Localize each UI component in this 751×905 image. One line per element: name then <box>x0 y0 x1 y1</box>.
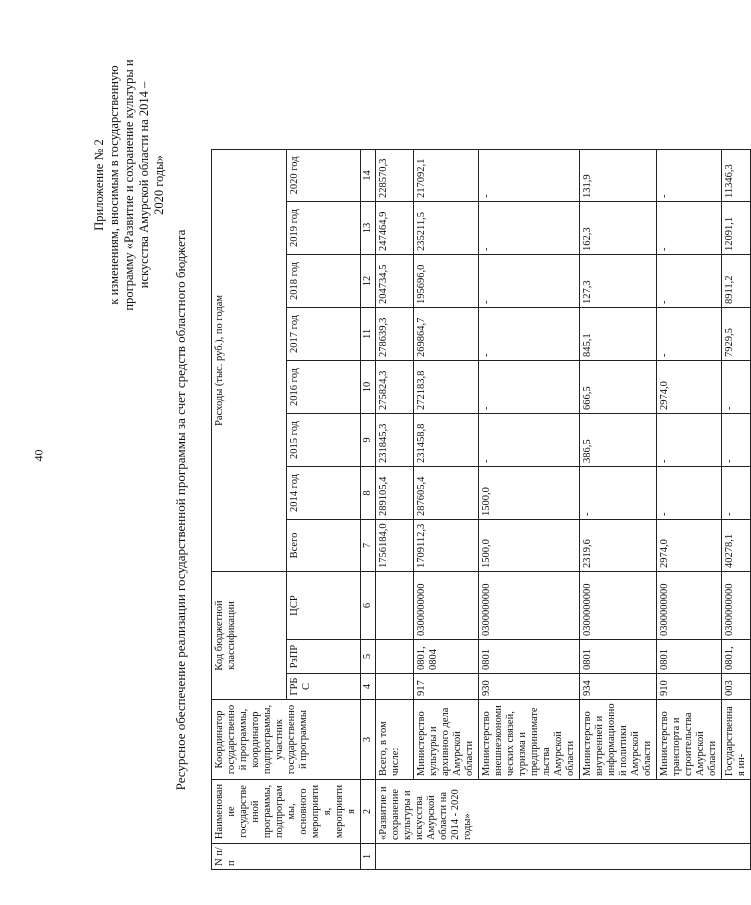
header-year-2016: 2016 год <box>286 360 361 413</box>
row-csr: 0300000000 <box>657 571 722 639</box>
appendix-line-4: искусства Амурской области на 2014 – <box>137 81 151 289</box>
column-number: 11 <box>361 307 376 360</box>
row-2018: 195696,0 <box>414 254 479 307</box>
row-2019: - <box>479 201 580 254</box>
row-csr: 0300000000 <box>479 571 580 639</box>
row-rzpr: 0801, <box>722 640 751 674</box>
row-2020: - <box>657 149 722 201</box>
row-2017: 278639,3 <box>376 307 414 360</box>
row-total: 2319,6 <box>580 519 657 571</box>
row-grbs: 003 <box>722 674 751 700</box>
row-2019: - <box>657 201 722 254</box>
row-grbs <box>376 674 414 700</box>
column-number: 13 <box>361 201 376 254</box>
header-budget-code: Код бюджетной классификации <box>212 571 287 699</box>
program-num <box>376 844 751 870</box>
row-2017: 845,1 <box>580 307 657 360</box>
row-2020: 131,9 <box>580 149 657 201</box>
column-number: 6 <box>361 571 376 639</box>
column-number: 4 <box>361 674 376 700</box>
row-coordinator: Министерство культуры и архивного дела Амурской области <box>414 700 479 780</box>
header-year-2018: 2018 год <box>286 254 361 307</box>
row-total: 1709112,3 <box>414 519 479 571</box>
row-rzpr: 0801 <box>479 640 580 674</box>
row-2018: 8911,2 <box>722 254 751 307</box>
row-2018: 127,3 <box>580 254 657 307</box>
row-csr: 0300000000 <box>722 571 751 639</box>
row-2016: 666,5 <box>580 360 657 413</box>
document-title: Ресурсное обеспечение реализации государственной программы за счет средств областного бюджета <box>173 229 188 791</box>
row-coordinator: Государственная ин- <box>722 700 751 780</box>
header-row-1 <box>212 149 287 869</box>
row-2019: 235211,5 <box>414 201 479 254</box>
row-coordinator: Всего, в том числе: <box>376 700 414 780</box>
row-2019: 247464,9 <box>376 201 414 254</box>
row-2017: - <box>657 307 722 360</box>
column-number-row <box>361 149 376 869</box>
table-row <box>657 149 722 869</box>
row-2020: - <box>479 149 580 201</box>
row-2015: 231845,3 <box>376 413 414 466</box>
row-2014: 289105,4 <box>376 466 414 519</box>
row-csr: 0300000000 <box>414 571 479 639</box>
column-number: 10 <box>361 360 376 413</box>
row-grbs: 930 <box>479 674 580 700</box>
table-row <box>580 149 657 869</box>
header-expenses: Расходы (тыс. руб.), по годам <box>212 149 287 571</box>
row-2018: - <box>479 254 580 307</box>
row-2019: 162,3 <box>580 201 657 254</box>
row-2015: - <box>722 413 751 466</box>
table-row <box>722 149 751 869</box>
row-rzpr: 0801 <box>580 640 657 674</box>
row-2018: - <box>657 254 722 307</box>
row-2014: - <box>722 466 751 519</box>
row-total: 40278,1 <box>722 519 751 571</box>
row-2014: 1500,0 <box>479 466 580 519</box>
header-grbs: ГРБС <box>286 674 361 700</box>
header-num: N п/п <box>212 844 361 870</box>
column-number: 2 <box>361 780 376 844</box>
row-2016: 275824,3 <box>376 360 414 413</box>
row-csr <box>376 571 414 639</box>
header-coordinator: Координатор государственной программы, координатор подпрограммы, участник государственной программы <box>212 700 361 780</box>
table-row <box>376 149 414 869</box>
column-number: 3 <box>361 700 376 780</box>
column-number: 8 <box>361 466 376 519</box>
appendix-line-3: программу «Развитие и сохранение культуры и <box>122 59 136 311</box>
row-total: 1500,0 <box>479 519 580 571</box>
header-name: Наименование государственной программы, подпрограммы, основного мероприятия, мероприятия <box>212 780 361 844</box>
header-year-2015: 2015 год <box>286 413 361 466</box>
appendix-line-5: 2020 годы» <box>152 155 166 215</box>
row-grbs: 917 <box>414 674 479 700</box>
row-2014: 287605,4 <box>414 466 479 519</box>
row-grbs: 910 <box>657 674 722 700</box>
row-2018: 204734,5 <box>376 254 414 307</box>
row-rzpr: 0801, 0804 <box>414 640 479 674</box>
appendix-line-2: к изменениям, вносимым в государственную <box>107 65 121 305</box>
row-2016: - <box>479 360 580 413</box>
column-number: 7 <box>361 519 376 571</box>
row-2017: 269864,7 <box>414 307 479 360</box>
table-row <box>414 149 479 869</box>
row-total: 2974,0 <box>657 519 722 571</box>
row-rzpr: 0801 <box>657 640 722 674</box>
row-2014: - <box>657 466 722 519</box>
row-coordinator: Министерство внутренней и информационной политики Амурской области <box>580 700 657 780</box>
row-2016: 272183,8 <box>414 360 479 413</box>
header-year-2019: 2019 год <box>286 201 361 254</box>
row-2015: - <box>657 413 722 466</box>
header-rzpr: РзПР <box>286 640 361 674</box>
row-2015: 231458,8 <box>414 413 479 466</box>
row-coordinator: Министерство транспорта и строительства Амурской области <box>657 700 722 780</box>
column-number: 14 <box>361 149 376 201</box>
column-number: 12 <box>361 254 376 307</box>
header-total: Всего <box>286 519 361 571</box>
row-2020: 11346,3 <box>722 149 751 201</box>
column-number: 5 <box>361 640 376 674</box>
resource-table <box>211 149 751 870</box>
row-total: 1756184,0 <box>376 519 414 571</box>
row-coordinator: Министерство внешнеэкономических связей, туризма и предпринимательства Амурской области <box>479 700 580 780</box>
table-row <box>479 149 580 869</box>
row-2015: - <box>479 413 580 466</box>
row-2016: 2974,0 <box>657 360 722 413</box>
header-year-2017: 2017 год <box>286 307 361 360</box>
header-year-2020: 2020 год <box>286 149 361 201</box>
rotated-content <box>173 150 747 870</box>
column-number: 9 <box>361 413 376 466</box>
row-2017: - <box>479 307 580 360</box>
row-csr: 0300000000 <box>580 571 657 639</box>
row-grbs: 934 <box>580 674 657 700</box>
appendix-line-1: Приложение № 2 <box>92 139 106 231</box>
row-rzpr <box>376 640 414 674</box>
appendix-note <box>92 40 167 330</box>
row-2016: - <box>722 360 751 413</box>
program-name: «Развитие и сохранение культуры и искусства Амурской области на 2014 - 2020 годы» <box>376 780 751 844</box>
row-2014: - <box>580 466 657 519</box>
column-number: 1 <box>361 844 376 870</box>
row-2020: 228570,3 <box>376 149 414 201</box>
row-2015: 386,5 <box>580 413 657 466</box>
header-csr: ЦСР <box>286 571 361 639</box>
row-2020: 217092,1 <box>414 149 479 201</box>
row-2017: 7929,5 <box>722 307 751 360</box>
row-2019: 12091,1 <box>722 201 751 254</box>
header-year-2014: 2014 год <box>286 466 361 519</box>
page-number: 40 <box>31 449 46 462</box>
